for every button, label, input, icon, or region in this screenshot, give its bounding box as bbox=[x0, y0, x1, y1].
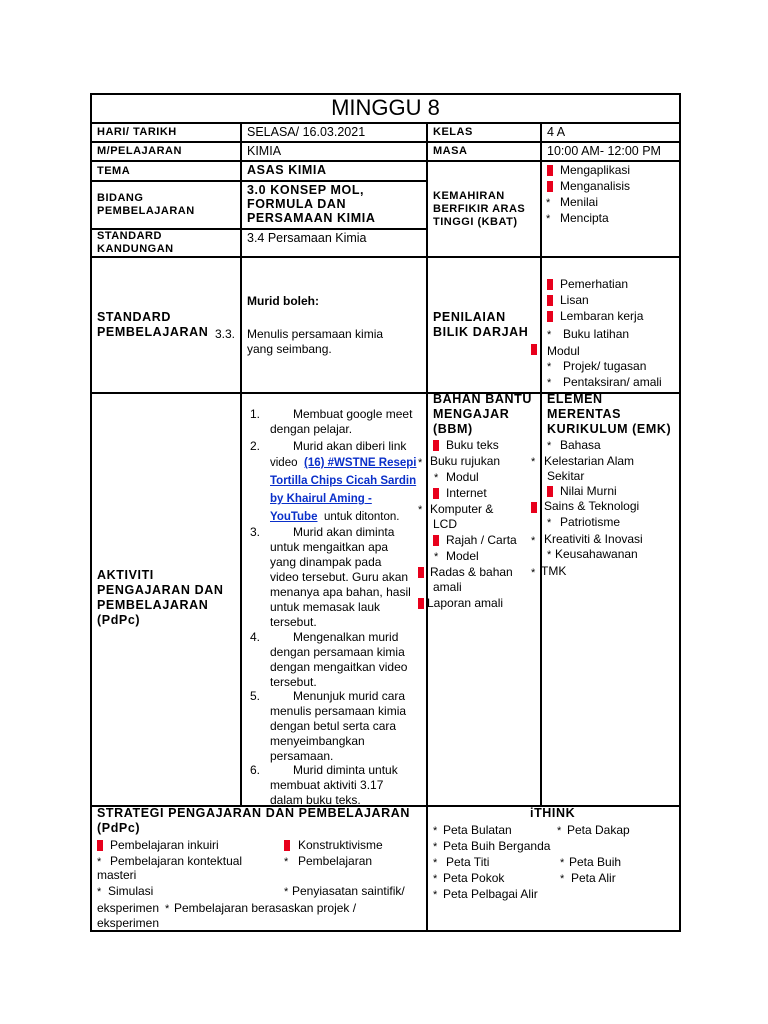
bullet-star-icon: * bbox=[433, 873, 438, 885]
strategi-item: Pembelajaran berasaskan projek / bbox=[174, 901, 357, 915]
bbm-item: Komputer & bbox=[430, 502, 494, 516]
aktiviti-label: (PdPc) bbox=[97, 613, 141, 627]
step-text: untuk ditonton. bbox=[324, 511, 400, 523]
step-text: dengan pelajar. bbox=[270, 422, 353, 436]
kbat-item: Mengaplikasi bbox=[560, 163, 631, 177]
penilaian-item: Modul bbox=[547, 344, 580, 358]
bullet-star-icon: * bbox=[547, 549, 552, 561]
aktiviti-label: AKTIVITI bbox=[97, 568, 154, 582]
penilaian-item: Projek/ tugasan bbox=[563, 359, 647, 373]
bullet-star-icon: * bbox=[284, 856, 289, 868]
bullet-star-icon: * bbox=[97, 886, 102, 898]
kbat-item: Mencipta bbox=[560, 211, 609, 225]
bbm-item: Rajah / Carta bbox=[446, 533, 517, 547]
row-divider bbox=[90, 141, 681, 143]
checked-marker-icon bbox=[547, 181, 553, 192]
emk-item: Keusahawanan bbox=[555, 547, 638, 561]
penilaian-label: PENILAIAN bbox=[433, 310, 506, 324]
step-text: menyeimbangkan bbox=[270, 734, 365, 748]
step-text: menulis persamaan kimia bbox=[270, 704, 407, 718]
strategi-item: Pembelajaran kontektual bbox=[110, 854, 243, 868]
mapel-value: KIMIA bbox=[247, 144, 282, 158]
kbat-item: Menganalisis bbox=[560, 179, 631, 193]
ithink-item: Peta Bulatan bbox=[443, 823, 512, 837]
bullet-star-icon: * bbox=[433, 841, 438, 853]
sp-text: Menulis persamaan kimia bbox=[247, 327, 384, 341]
col-divider bbox=[426, 122, 428, 932]
hari-value: SELASA/ 16.03.2021 bbox=[247, 125, 366, 139]
ithink-label: iTHINK bbox=[530, 806, 576, 820]
penilaian-item: Pentaksiran/ amali bbox=[563, 375, 662, 389]
sp-code: 3.3. bbox=[215, 327, 236, 341]
penilaian-item: Buku latihan bbox=[563, 327, 630, 341]
step-number: 6. bbox=[250, 763, 261, 777]
row-divider bbox=[90, 160, 681, 162]
bullet-star-icon: * bbox=[97, 856, 102, 868]
bidang-label: PEMBELAJARAN bbox=[97, 205, 195, 217]
bidang-label: BIDANG bbox=[97, 192, 144, 204]
penilaian-item: Lisan bbox=[560, 293, 589, 307]
step-text: yang dinampak pada bbox=[270, 555, 382, 569]
sp-label: STANDARD bbox=[97, 310, 172, 324]
step-number: 1. bbox=[250, 407, 261, 421]
step-text: untuk memasak lauk bbox=[270, 600, 381, 614]
sp-label: PEMBELAJARAN bbox=[97, 325, 209, 339]
bullet-star-icon: * bbox=[433, 889, 438, 901]
video-link[interactable]: by Khairul Aming - bbox=[270, 493, 372, 505]
bullet-star-icon: * bbox=[557, 825, 562, 837]
hari-label: HARI/ TARIKH bbox=[97, 126, 177, 138]
checked-marker-icon bbox=[547, 165, 553, 176]
bbm-item: Model bbox=[446, 549, 479, 563]
bbm-item: Buku teks bbox=[446, 438, 499, 452]
step-number: 2. bbox=[250, 439, 261, 453]
penilaian-item: Pemerhatian bbox=[560, 277, 629, 291]
strategi-label: (PdPc) bbox=[97, 821, 141, 835]
step-text: tersebut. bbox=[270, 675, 317, 689]
sk-label: KANDUNGAN bbox=[97, 243, 174, 255]
emk-item: Kreativiti & Inovasi bbox=[544, 532, 643, 546]
checked-marker-icon bbox=[433, 488, 439, 499]
bidang-value: FORMULA DAN bbox=[247, 197, 347, 211]
checked-marker-icon bbox=[531, 344, 537, 355]
step-text: dalam buku teks. bbox=[270, 793, 361, 807]
kbat-label: BERFIKIR ARAS bbox=[433, 203, 526, 215]
table-border-bottom bbox=[90, 930, 681, 932]
bullet-star-icon: * bbox=[531, 567, 536, 579]
checked-marker-icon bbox=[433, 440, 439, 451]
ithink-item: Peta Alir bbox=[571, 871, 616, 885]
video-link[interactable]: YouTube bbox=[270, 511, 318, 523]
step-text: untuk mengaitkan apa bbox=[270, 540, 389, 554]
bullet-star-icon: * bbox=[284, 886, 289, 898]
checked-marker-icon bbox=[547, 295, 553, 306]
bbm-label: MENGAJAR bbox=[433, 407, 510, 421]
ithink-item: Peta Pokok bbox=[443, 871, 505, 885]
step-text: dengan mengaitkan video bbox=[270, 660, 408, 674]
ithink-item: Peta Buih bbox=[569, 855, 622, 869]
ithink-item: Peta Titi bbox=[446, 855, 490, 869]
bbm-item: Buku rujukan bbox=[430, 454, 501, 468]
step-text: Murid akan diberi link bbox=[293, 439, 407, 453]
sp-text: yang seimbang. bbox=[247, 342, 332, 356]
bbm-item: Radas & bahan bbox=[430, 565, 513, 579]
tema-label: TEMA bbox=[97, 165, 131, 177]
emk-item: Sains & Teknologi bbox=[544, 499, 640, 513]
step-text: menanya apa bahan, hasil bbox=[270, 585, 411, 599]
bullet-star-icon: * bbox=[547, 517, 552, 529]
masa-value: 10:00 AM- 12:00 PM bbox=[547, 144, 661, 158]
table-border-right bbox=[679, 93, 681, 932]
ithink-item: Peta Dakap bbox=[567, 823, 630, 837]
checked-marker-icon bbox=[433, 535, 439, 546]
strategi-item: eksperimen bbox=[97, 901, 160, 915]
step-text: membuat aktiviti 3.17 bbox=[270, 778, 384, 792]
strategi-label: STRATEGI PENGAJARAN DAN PEMBELAJARAN bbox=[97, 806, 411, 820]
bullet-star-icon: * bbox=[531, 456, 536, 468]
checked-marker-icon bbox=[97, 840, 103, 851]
emk-label: KURIKULUM (EMK) bbox=[547, 422, 672, 436]
step-text: Menunjuk murid cara bbox=[293, 689, 406, 703]
tema-value: ASAS KIMIA bbox=[247, 163, 327, 177]
checked-marker-icon bbox=[418, 567, 424, 578]
bullet-star-icon: * bbox=[560, 873, 565, 885]
step-text: tersebut. bbox=[270, 615, 317, 629]
bbm-item: LCD bbox=[433, 517, 458, 531]
ithink-item: Peta Pelbagai Alir bbox=[443, 887, 538, 901]
step-text: Mengenalkan murid bbox=[293, 630, 399, 644]
bullet-star-icon: * bbox=[165, 903, 170, 915]
emk-label: MERENTAS bbox=[547, 407, 622, 421]
checked-marker-icon bbox=[547, 486, 553, 497]
strategi-item: Konstruktivisme bbox=[298, 838, 383, 852]
emk-item: Sekitar bbox=[547, 469, 585, 483]
bullet-star-icon: * bbox=[433, 857, 438, 869]
video-link[interactable]: (16) #WSTNE Resepi bbox=[304, 457, 417, 469]
ithink-item: Peta Buih Berganda bbox=[443, 839, 551, 853]
aktiviti-label: PENGAJARAN DAN bbox=[97, 583, 224, 597]
step-text: persamaan. bbox=[270, 749, 334, 763]
penilaian-label: BILIK DARJAH bbox=[433, 325, 529, 339]
bidang-value: 3.0 KONSEP MOL, bbox=[247, 183, 365, 197]
mapel-label: M/PELAJARAN bbox=[97, 145, 182, 157]
step-text: video tersebut. Guru akan bbox=[270, 570, 409, 584]
emk-item: Patriotisme bbox=[560, 515, 621, 529]
bullet-star-icon: * bbox=[546, 213, 551, 225]
bullet-star-icon: * bbox=[531, 535, 536, 547]
bbm-item: Laporan amali bbox=[427, 596, 504, 610]
bullet-star-icon: * bbox=[418, 457, 423, 469]
emk-item: TMK bbox=[541, 564, 567, 578]
bbm-label: BAHAN BANTU bbox=[433, 392, 532, 406]
bullet-star-icon: * bbox=[546, 197, 551, 209]
step-text: Membuat google meet bbox=[293, 407, 413, 421]
step-text: video bbox=[270, 457, 298, 469]
bullet-star-icon: * bbox=[547, 440, 552, 452]
emk-item: Bahasa bbox=[560, 438, 601, 452]
bbm-item: Internet bbox=[446, 486, 487, 500]
checked-marker-icon bbox=[418, 598, 424, 609]
emk-label: ELEMEN bbox=[547, 392, 603, 406]
step-text: Murid diminta untuk bbox=[293, 763, 398, 777]
step-text: Murid akan diminta bbox=[293, 525, 395, 539]
col-divider bbox=[540, 122, 542, 805]
step-number: 3. bbox=[250, 525, 261, 539]
strategi-item: masteri bbox=[97, 868, 137, 882]
strategi-item: eksperimen bbox=[97, 916, 160, 930]
step-text: dengan betul serta cara bbox=[270, 719, 397, 733]
bullet-star-icon: * bbox=[547, 377, 552, 389]
bidang-value: PERSAMAAN KIMIA bbox=[247, 211, 376, 225]
row-divider bbox=[90, 180, 427, 182]
table-border-left bbox=[90, 93, 92, 932]
checked-marker-icon bbox=[531, 502, 537, 513]
bullet-star-icon: * bbox=[434, 472, 439, 484]
bbm-item: Modul bbox=[446, 470, 479, 484]
bullet-star-icon: * bbox=[433, 825, 438, 837]
row-divider bbox=[90, 256, 681, 258]
checked-marker-icon bbox=[547, 311, 553, 322]
emk-item: Kelestarian Alam bbox=[544, 454, 635, 468]
kelas-label: KELAS bbox=[433, 126, 473, 138]
bbm-label: (BBM) bbox=[433, 422, 473, 436]
row-divider bbox=[90, 122, 681, 124]
aktiviti-label: PEMBELAJARAN bbox=[97, 598, 209, 612]
step-number: 5. bbox=[250, 689, 261, 703]
strategi-item: Pembelajaran bbox=[298, 854, 373, 868]
video-link[interactable]: Tortilla Chips Cicah Sardin bbox=[270, 475, 417, 487]
checked-marker-icon bbox=[547, 279, 553, 290]
sk-value: 3.4 Persamaan Kimia bbox=[247, 231, 367, 245]
emk-item: Nilai Murni bbox=[560, 484, 617, 498]
kbat-label: TINGGI (KBAT) bbox=[433, 216, 518, 228]
checked-marker-icon bbox=[284, 840, 290, 851]
step-text: dengan persamaan kimia bbox=[270, 645, 405, 659]
kbat-label: KEMAHIRAN bbox=[433, 190, 505, 202]
step-number: 4. bbox=[250, 630, 261, 644]
bullet-star-icon: * bbox=[547, 361, 552, 373]
strategi-item: Pembelajaran inkuiri bbox=[110, 838, 219, 852]
murid-boleh: Murid boleh: bbox=[247, 294, 319, 308]
kelas-value: 4 A bbox=[547, 125, 566, 139]
bullet-star-icon: * bbox=[434, 551, 439, 563]
bbm-item: amali bbox=[433, 580, 462, 594]
strategi-item: Penyiasatan saintifik/ bbox=[292, 884, 405, 898]
masa-label: MASA bbox=[433, 145, 468, 157]
strategi-item: Simulasi bbox=[108, 884, 154, 898]
col-divider bbox=[240, 122, 242, 805]
bullet-star-icon: * bbox=[418, 504, 423, 516]
sk-label: STANDARD bbox=[97, 230, 162, 242]
page-title: MINGGU 8 bbox=[331, 95, 440, 120]
bullet-star-icon: * bbox=[547, 329, 552, 341]
kbat-item: Menilai bbox=[560, 195, 599, 209]
bullet-star-icon: * bbox=[560, 857, 565, 869]
penilaian-item: Lembaran kerja bbox=[560, 309, 644, 323]
